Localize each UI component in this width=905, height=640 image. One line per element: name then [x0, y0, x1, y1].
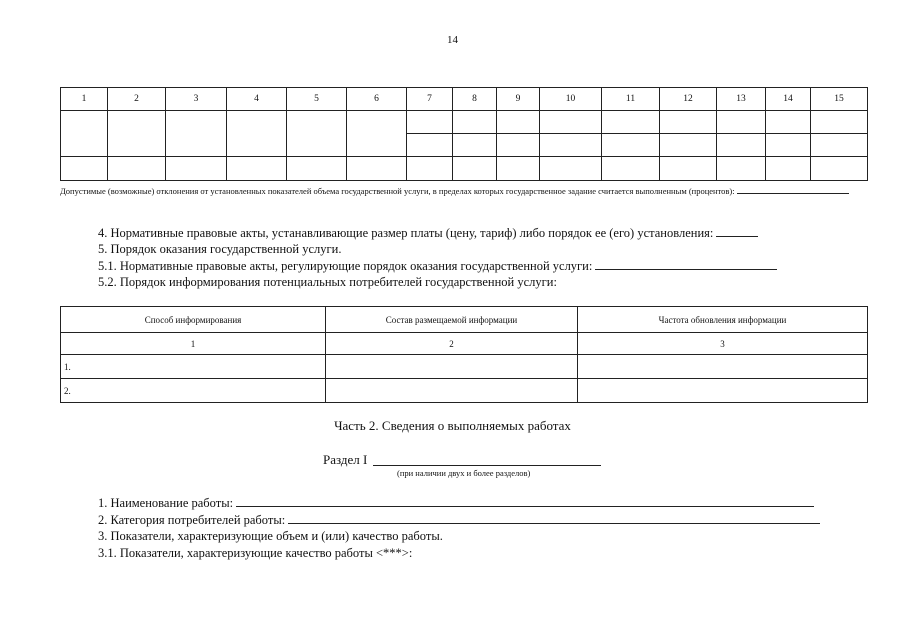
- table-cell: [497, 111, 540, 134]
- table-cell: [61, 111, 108, 157]
- page-number: 14: [447, 34, 458, 46]
- section-label: Раздел I: [323, 452, 368, 467]
- quality-indicators-item: 3.1. Показатели, характеризующие качество работы <***>:: [98, 546, 413, 560]
- table-cell: [108, 157, 166, 181]
- indicators-table: [60, 87, 868, 181]
- table-cell: [766, 134, 811, 157]
- table-row: [61, 157, 868, 181]
- table-cell: [227, 157, 287, 181]
- section-note: (при наличии двух и более разделов): [397, 468, 531, 478]
- fill-in-line: [595, 269, 777, 270]
- table-cell: [811, 111, 868, 134]
- col-number: 14: [766, 88, 811, 111]
- col-number: 9: [497, 88, 540, 111]
- table-cell: [602, 134, 660, 157]
- col-number: 10: [540, 88, 602, 111]
- table-cell: [407, 111, 453, 134]
- row-label: 2.: [61, 379, 326, 403]
- header-content: Состав размещаемой информации: [326, 307, 578, 333]
- table-cell: [497, 157, 540, 181]
- deviation-note-text: Допустимые (возможные) отклонения от установленных показателей объема государственной услуги, в пределах которых государственное задание считается выполненным (процентов):: [60, 186, 735, 196]
- table-header-row: [61, 88, 868, 111]
- item-5-1-text: 5.1. Нормативные правовые акты, регулирующие порядок оказания государственной услуги:: [98, 259, 593, 273]
- table-cell: [766, 111, 811, 134]
- row-label: 1.: [61, 355, 326, 379]
- work-name-item: [98, 496, 814, 511]
- table-cell: [453, 134, 497, 157]
- col-number: 1: [61, 333, 326, 355]
- table-cell: [602, 111, 660, 134]
- consumer-category-item: [98, 513, 820, 528]
- fill-in-line: [288, 523, 820, 524]
- item-5: 5. Порядок оказания государственной услуги.: [98, 242, 342, 256]
- item-5-1: [98, 259, 777, 274]
- section-fill-line: [373, 465, 601, 466]
- item-5-2: 5.2. Порядок информирования потенциальных потребителей государственной услуги:: [98, 275, 557, 289]
- col-number: 7: [407, 88, 453, 111]
- col-number: 12: [660, 88, 717, 111]
- table-cell: [108, 111, 166, 157]
- table-cell: [347, 157, 407, 181]
- table-cell: [602, 157, 660, 181]
- table-cell: [717, 157, 766, 181]
- header-method: Способ информирования: [61, 307, 326, 333]
- part2-title: Часть 2. Сведения о выполняемых работах: [334, 418, 571, 433]
- table-cell: [326, 379, 578, 403]
- table-cell: [811, 134, 868, 157]
- col-number: 8: [453, 88, 497, 111]
- col-number: 2: [326, 333, 578, 355]
- table-cell: [540, 111, 602, 134]
- col-number: 1: [61, 88, 108, 111]
- table-cell: [287, 111, 347, 157]
- information-table: [60, 306, 868, 403]
- work-name-label: 1. Наименование работы:: [98, 496, 234, 510]
- table-cell: [227, 111, 287, 157]
- table-cell: [540, 157, 602, 181]
- table-cell: [347, 111, 407, 157]
- col-number: 5: [287, 88, 347, 111]
- table-cell: [453, 157, 497, 181]
- indicators-item: 3. Показатели, характеризующие объем и (или) качество работы.: [98, 529, 443, 543]
- col-number: 11: [602, 88, 660, 111]
- table-cell: [407, 134, 453, 157]
- table-cell: [578, 379, 868, 403]
- deviation-note: [60, 185, 867, 197]
- table-cell: [166, 111, 227, 157]
- table-cell: [497, 134, 540, 157]
- col-number: 3: [578, 333, 868, 355]
- table-row: [61, 355, 868, 379]
- table-cell: [660, 157, 717, 181]
- fill-in-line: [716, 236, 758, 237]
- table-cell: [407, 157, 453, 181]
- table-cell: [287, 157, 347, 181]
- col-number: 13: [717, 88, 766, 111]
- table-header-row: [61, 307, 868, 333]
- fill-in-line: [737, 193, 849, 194]
- col-number: 2: [108, 88, 166, 111]
- header-frequency: Частота обновления информации: [578, 307, 868, 333]
- item-4-text: 4. Нормативные правовые акты, устанавливающие размер платы (цену, тариф) либо порядок ее (его) установления:: [98, 226, 714, 240]
- table-cell: [811, 157, 868, 181]
- table-cell: [166, 157, 227, 181]
- col-number: 15: [811, 88, 868, 111]
- table-cell: [717, 134, 766, 157]
- table-row: [61, 379, 868, 403]
- table-cell: [540, 134, 602, 157]
- item-4: [98, 226, 758, 241]
- table-cell: [660, 134, 717, 157]
- col-number: 3: [166, 88, 227, 111]
- table-cell: [717, 111, 766, 134]
- table-cell: [453, 111, 497, 134]
- consumer-category-label: 2. Категория потребителей работы:: [98, 513, 286, 527]
- fill-in-line: [236, 506, 814, 507]
- table-cell: [660, 111, 717, 134]
- table-number-row: [61, 333, 868, 355]
- table-cell: [578, 355, 868, 379]
- table-cell: [61, 157, 108, 181]
- table-cell: [766, 157, 811, 181]
- table-cell: [326, 355, 578, 379]
- col-number: 6: [347, 88, 407, 111]
- table-row: [61, 111, 868, 134]
- col-number: 4: [227, 88, 287, 111]
